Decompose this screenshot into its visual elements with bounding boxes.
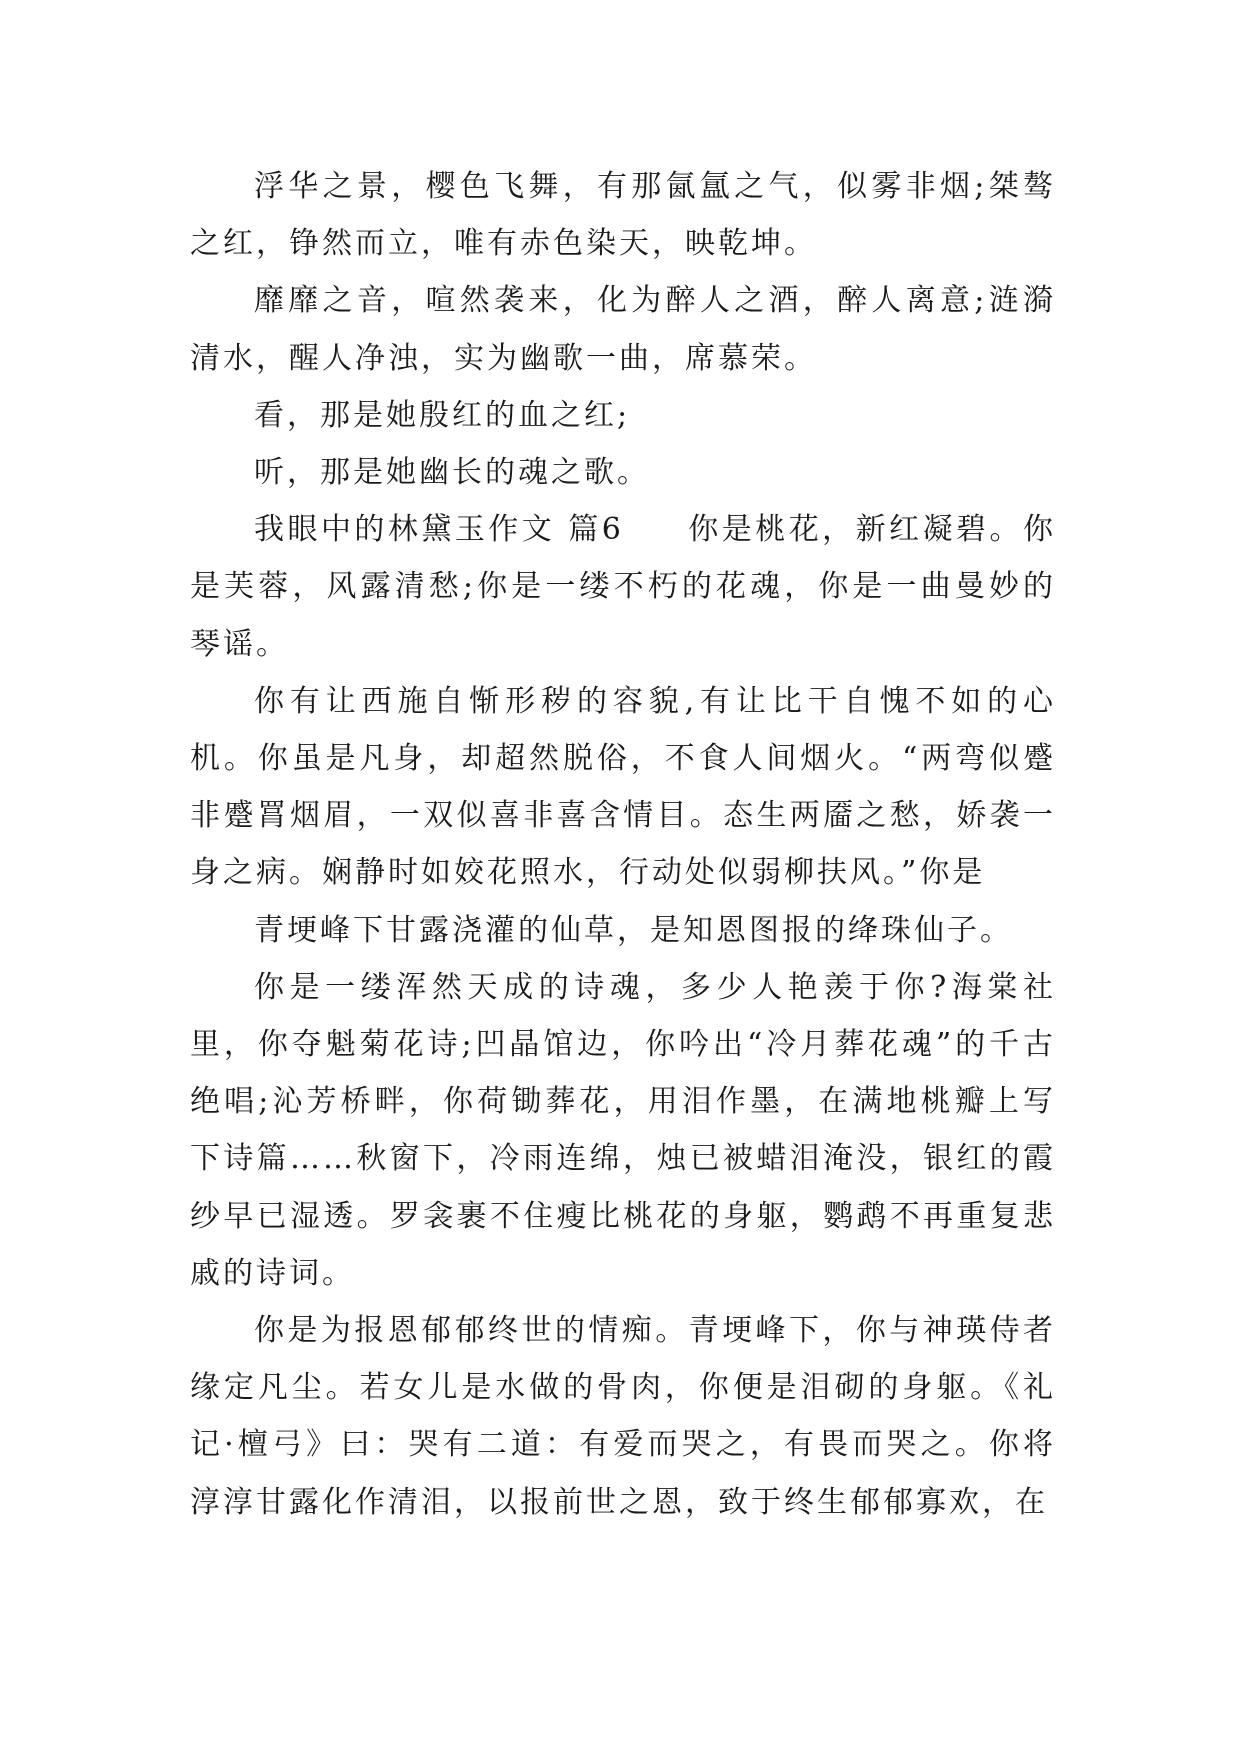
paragraph: 听，那是她幽长的魂之歌。 xyxy=(254,455,650,491)
section-paragraph xyxy=(190,501,1056,673)
section-text: 你是桃花，新红凝碧。你是芙蓉，风露清愁;你是一缕不朽的花魂，你是一曲曼妙的琴谣。 xyxy=(190,512,1056,662)
document-body xyxy=(190,158,1056,1531)
paragraph: 看，那是她殷红的血之红; xyxy=(254,397,631,433)
paragraph: 青埂峰下甘露浇灌的仙草，是知恩图报的绛珠仙子。 xyxy=(254,912,1013,948)
paragraph: 浮华之景，樱色飞舞，有那氤氲之气，似雾非烟;桀骜之红，铮然而立，唯有赤色染天，映乾坤。 xyxy=(190,169,1056,262)
section-title: 我眼中的林黛玉作文 篇6 xyxy=(254,512,624,548)
paragraph: 你是为报恩郁郁终世的情痴。青埂峰下，你与神瑛侍者缘定凡尘。若女儿是水做的骨肉，你便是泪砌的身躯。《礼记·檀弓》曰：哭有二道：有爱而哭之，有畏而哭之。你将淳淳甘露化作清泪，以报前世之恩，致于终生郁郁寡欢，在 xyxy=(190,1313,1056,1520)
paragraph: 你是一缕浑然天成的诗魂，多少人艳羡于你?海棠社里，你夺魁菊花诗;凹晶馆边，你吟出“冷月葬花魂”的千古绝唱;沁芳桥畔，你荷锄葬花，用泪作墨，在满地桃瓣上写下诗篇……秋窗下，冷雨连绵，烛已被蜡泪淹没，银红的霞纱早已湿透。罗衾裹不住瘦比桃花的身躯，鹦鹉不再重复悲戚的诗词。 xyxy=(190,969,1056,1291)
paragraph: 你有让西施自惭形秽的容貌,有让比干自愧不如的心机。你虽是凡身，却超然脱俗，不食人间烟火。“两弯似蹙非蹙罥烟眉，一双似喜非喜含情目。态生两靥之愁，娇袭一身之病。娴静时如姣花照水，行动处似弱柳扶风。”你是 xyxy=(190,683,1056,891)
paragraph: 靡靡之音，喧然袭来，化为醉人之酒，醉人离意;涟漪清水，醒人净浊，实为幽歌一曲，席慕荣。 xyxy=(190,283,1056,376)
